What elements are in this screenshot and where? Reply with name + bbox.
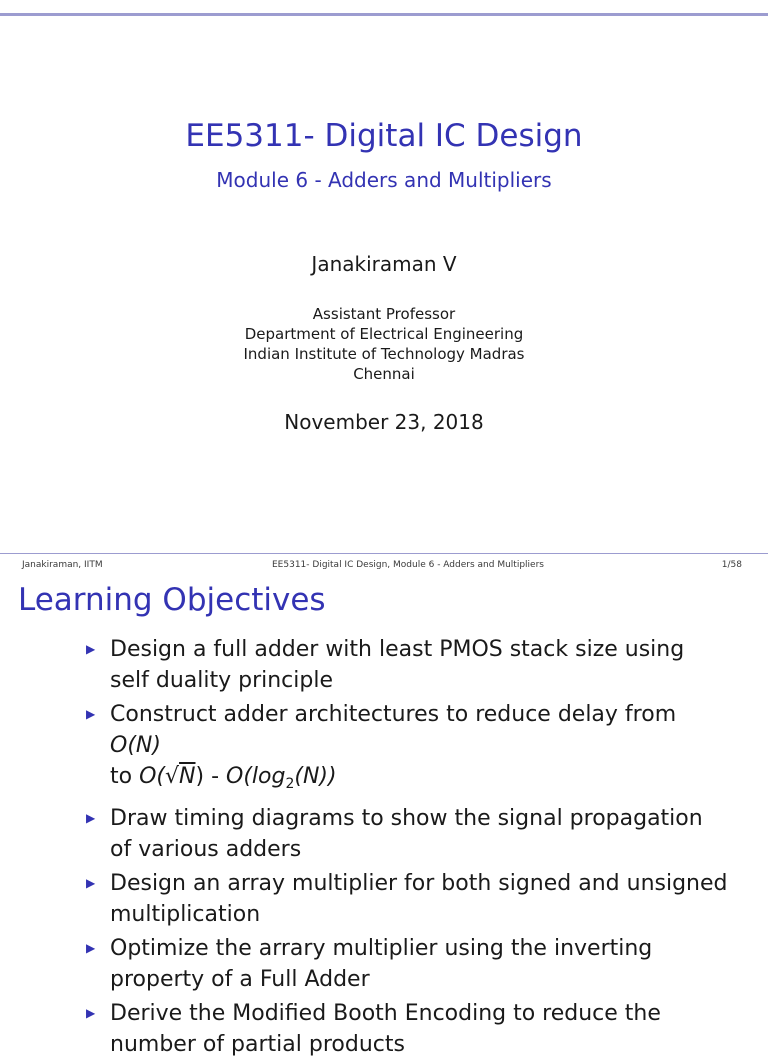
objective-text: Design an array multiplier for both signed and unsigned multiplication (110, 871, 728, 927)
footer-page-number: 1/58 (721, 560, 742, 570)
bullet-icon: ▶ (86, 1006, 96, 1020)
objectives-list (0, 634, 768, 1063)
objective-text: Derive the Modified Booth Encoding to reduce the number of partial products (110, 1001, 661, 1057)
affiliation-line: Chennai (353, 365, 415, 383)
affiliation-line: Indian Institute of Technology Madras (243, 345, 525, 363)
footer-title: EE5311- Digital IC Design, Module 6 - Adders and Multipliers (272, 560, 544, 570)
list-item (0, 868, 768, 930)
footer-rule (0, 553, 768, 554)
list-item (0, 699, 768, 800)
list-item (0, 933, 768, 995)
presentation-title: EE5311- Digital IC Design (185, 118, 583, 154)
bullet-icon: ▶ (86, 642, 96, 656)
objective-text: Design a full adder with least PMOS stack size using self duality principle (110, 637, 685, 693)
affiliation-line: Department of Electrical Engineering (244, 325, 524, 343)
author-name: Janakiraman V (311, 252, 457, 276)
list-item (0, 998, 768, 1060)
header-rule (0, 13, 768, 16)
affiliation-line: Assistant Professor (312, 305, 456, 323)
list-item (0, 634, 768, 696)
bullet-icon: ▶ (86, 707, 96, 721)
math-dash: - (204, 764, 227, 789)
author-affiliation (0, 304, 768, 384)
sqrt-icon: √ (165, 764, 180, 789)
presentation-date: November 23, 2018 (284, 410, 484, 434)
presentation-subtitle: Module 6 - Adders and Multipliers (216, 168, 552, 192)
bullet-icon: ▶ (86, 811, 96, 825)
math-log-close: (N)) (294, 764, 337, 789)
math-log-open: O(log (226, 764, 286, 789)
math-log-subscript: 2 (285, 776, 295, 792)
math-close: ) (195, 764, 205, 789)
footer-author: Janakiraman, IITM (22, 560, 103, 570)
math-o-open: O( (139, 764, 165, 789)
objective-text: Optimize the arrary multiplier using the inverting property of a Full Adder (110, 936, 653, 992)
list-item (0, 803, 768, 865)
frame-title: Learning Objectives (18, 582, 326, 618)
objective-text: Draw timing diagrams to show the signal propagation of various adders (110, 806, 703, 862)
math-sqrt-n: N (179, 764, 196, 789)
math-big-o-n: O(N) (110, 733, 161, 758)
objectives-slide (0, 576, 768, 1057)
math-to: to (110, 764, 140, 789)
objective-text: Construct adder architectures to reduce delay from (110, 702, 677, 727)
bullet-icon: ▶ (86, 941, 96, 955)
bullet-icon: ▶ (86, 876, 96, 890)
